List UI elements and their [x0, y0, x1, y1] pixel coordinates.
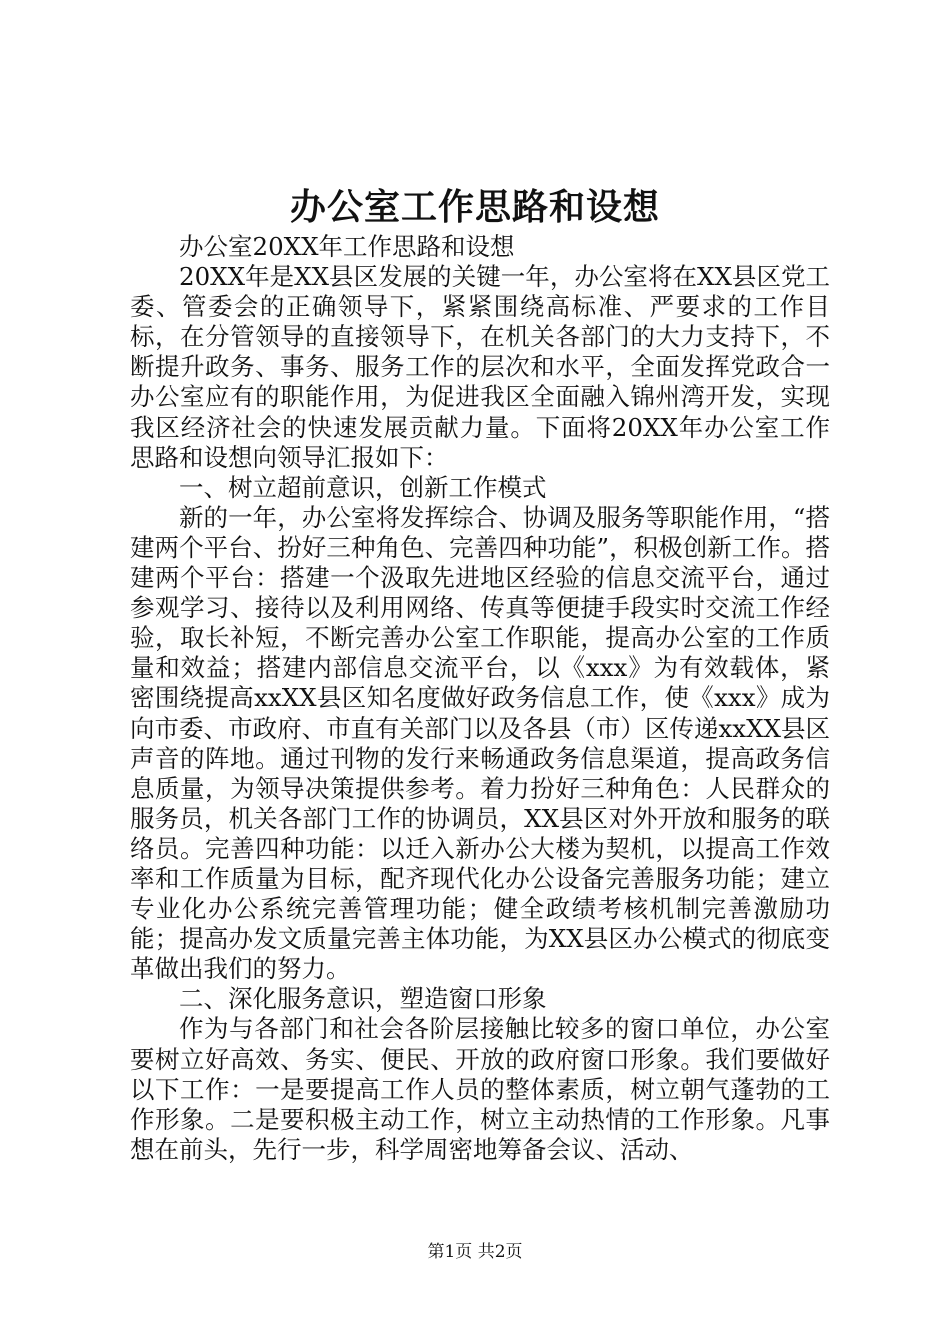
document-title: 办公室工作思路和设想 [289, 186, 660, 228]
paragraph-intro: 20XX年是XX县区发展的关键一年，办公室将在XX县区党工委、管委会的正确领导下，紧紧围绕高标准、严要求的工作目标，在分管领导的直接领导下，在机关各部门的大力支持下，不断提升政务、事务、服务工作的层次和水平，全面发挥党政合一办公室应有的职能作用，为促进我区全面融入锦州湾开发，实现我区经济社会的快速发展贡献力量。下面将20XX年办公室工作思路和设想向领导汇报如下： [130, 262, 830, 472]
paragraph-section-1: 新的一年，办公室将发挥综合、协调及服务等职能作用，“搭建两个平台、扮好三种角色、完善四种功能”，积极创新工作。搭建两个平台：搭建一个汲取先进地区经验的信息交流平台，通过参观学习、接待以及利用网络、传真等便捷手段实时交流工作经验，取长补短，不断完善办公室工作职能，提高办公室的工作质量和效益；搭建内部信息交流平台，以《xxx》为有效载体，紧密围绕提高xxXX县区知名度做好政务信息工作，使《xxx》成为向市委、市政府、市直有关部门以及各县（市）区传递xxXX县区声音的阵地。通过刊物的发行来畅通政务信息渠道，提高政务信息质量，为领导决策提供参考。着力扮好三种角色：人民群众的服务员，机关各部门工作的协调员，XX县区对外开放和服务的联络员。完善四种功能：以迁入新办公大楼为契机，以提高工作效率和工作质量为目标，配齐现代化办公设备完善服务功能；建立专业化办公系统完善管理功能；健全政绩考核机制完善激励功能；提高办发文质量完善主体功能，为XX县区办公模式的彻底变革做出我们的努力。 [130, 502, 830, 984]
document-body [130, 232, 830, 1165]
page-number-footer: 第1页 共2页 [427, 1242, 523, 1262]
section-heading-1: 一、树立超前意识，创新工作模式 [179, 472, 547, 502]
section-heading-2: 二、深化服务意识，塑造窗口形象 [179, 984, 547, 1014]
paragraph-section-2: 作为与各部门和社会各阶层接触比较多的窗口单位，办公室要树立好高效、务实、便民、开放的政府窗口形象。我们要做好以下工作：一是要提高工作人员的整体素质，树立朝气蓬勃的工作形象。二是要积极主动工作，树立主动热情的工作形象。凡事想在前头，先行一步，科学周密地筹备会议、活动、 [130, 1014, 830, 1164]
paragraph-subtitle: 办公室20XX年工作思路和设想 [179, 232, 515, 261]
